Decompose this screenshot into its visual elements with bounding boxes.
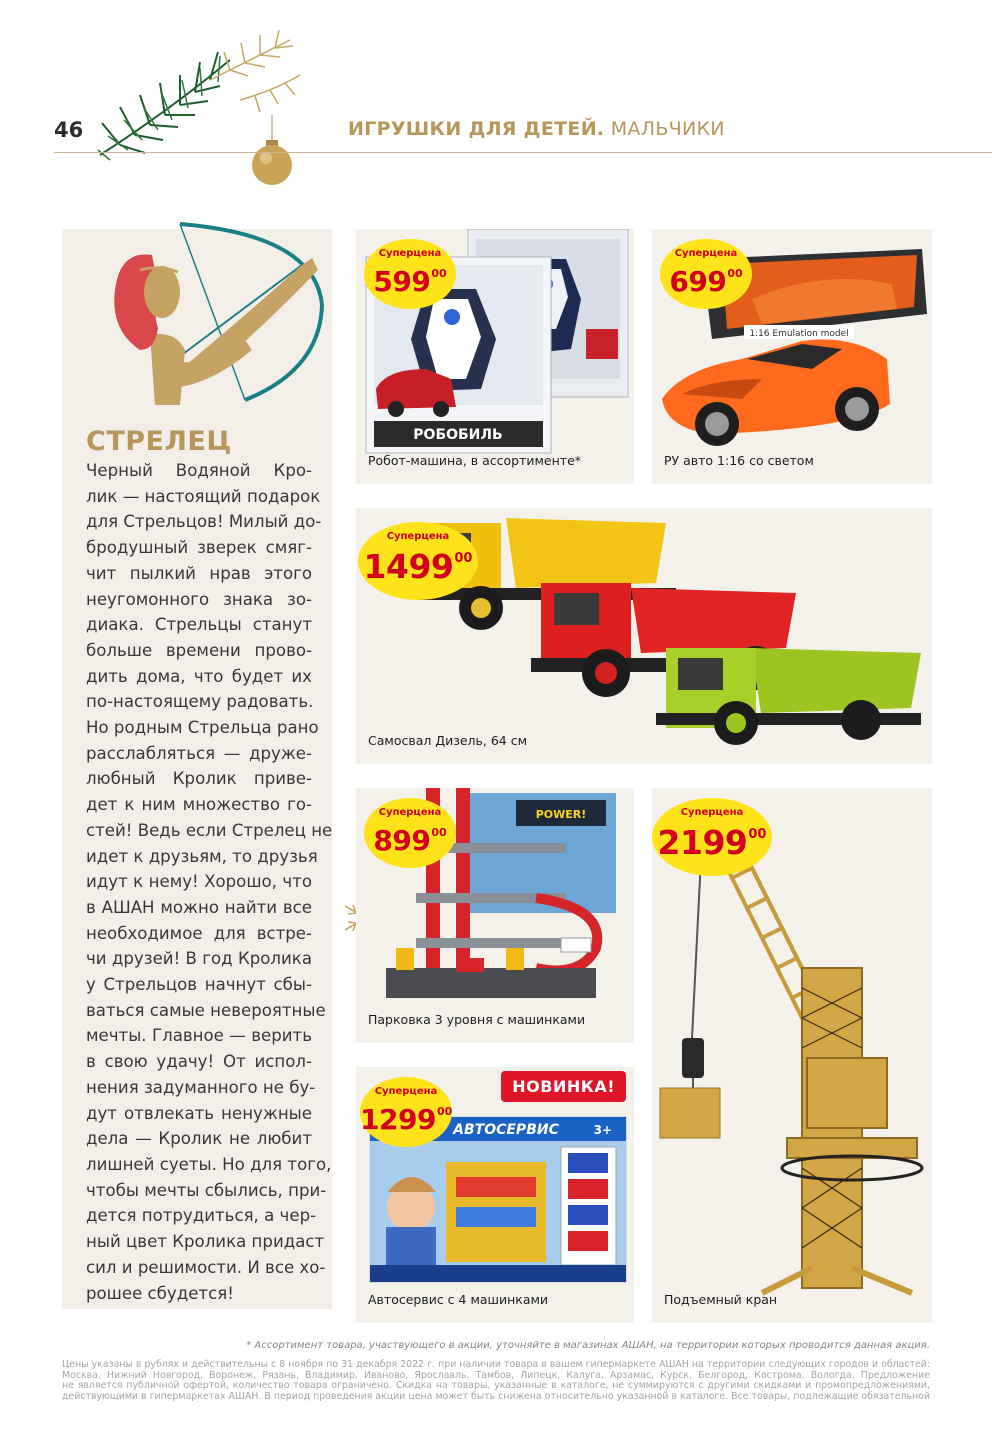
parking-box-text: POWER! — [535, 808, 587, 821]
horoscope-line: Черный Водяной Кро- — [86, 461, 312, 480]
price-rubles: 899 — [373, 824, 431, 857]
rc-box-text: 1:16 Emulation model — [749, 329, 849, 339]
page-number: 46 — [54, 118, 84, 142]
product-name: Подъемный кран — [664, 1292, 778, 1307]
price-value — [360, 1097, 452, 1135]
price-value — [652, 818, 772, 860]
product-name: РУ авто 1:16 со светом — [664, 453, 814, 468]
legal-line: действующими в гипермаркетах АШАН. В период проведения акции цена может быть снижена относительно указанной в каталоге. Все товары, подлежащие обязательной — [62, 1390, 930, 1402]
price-tag-label: Суперцена — [374, 1086, 438, 1097]
new-badge: НОВИНКА! — [501, 1071, 626, 1102]
horoscope-line: чит пылкий нрав этого — [86, 563, 312, 583]
horoscope-line: чтобы мечты сбылись, при- — [86, 1180, 327, 1200]
product-name: Парковка 3 уровня с машинками — [368, 1012, 586, 1027]
zodiac-horoscope-text — [86, 458, 333, 1306]
horoscope-line: дить дома, что будет их — [86, 666, 312, 686]
price-kopecks: 00 — [727, 267, 743, 280]
product-card-robot-car[interactable] — [356, 229, 634, 484]
price-tag-label: Суперцена — [378, 248, 442, 259]
horoscope-line: лишней суеты. Но для того, — [86, 1154, 332, 1174]
price-tag — [660, 239, 752, 309]
price-kopecks: 00 — [431, 267, 447, 280]
horoscope-line: ваться самые невероятные — [86, 1000, 326, 1020]
horoscope-line: сил и решимости. И все хо- — [86, 1257, 326, 1277]
legal-line: Цены указаны в рублях и действительны с 8 ноября по 31 декабря 2022 г. при наличии товара в вашем гипермаркете АШАН на территории следующих городов и областей: — [62, 1359, 930, 1370]
horoscope-line: диака. Стрельцы станут — [86, 615, 312, 635]
horoscope-line: неугомонного знака зо- — [86, 589, 312, 609]
price-tag — [364, 798, 456, 868]
product-card-dump-truck[interactable] — [356, 508, 932, 764]
section-title-regular: МАЛЬЧИКИ — [604, 118, 725, 140]
price-rubles: 1499 — [363, 547, 454, 586]
zodiac-title: СТРЕЛЕЦ — [86, 426, 232, 457]
sagittarius-archer-icon — [80, 210, 330, 420]
price-kopecks: 00 — [431, 826, 447, 839]
horoscope-line: рошее сбудется! — [86, 1283, 234, 1303]
horoscope-line: для Стрельцов! Милый до- — [86, 512, 322, 532]
horoscope-line: мечты. Главное — верить — [86, 1026, 312, 1046]
horoscope-line: лик — настоящий подарок — [86, 486, 321, 506]
horoscope-line: ный цвет Кролика придаст — [86, 1232, 325, 1252]
price-rubles: 2199 — [657, 823, 748, 862]
section-title — [348, 118, 725, 140]
header-divider — [54, 152, 992, 153]
price-value — [358, 542, 478, 584]
horoscope-line: чи друзей! В год Кролика — [86, 949, 312, 969]
robot-box-brand-text: РОБОБИЛЬ — [413, 427, 503, 443]
price-tag-label: Суперцена — [674, 248, 738, 259]
horoscope-line: нения задуманного не бу- — [86, 1077, 316, 1097]
horoscope-line: идет к друзьям, то друзья — [86, 846, 318, 866]
product-card-autoservice[interactable] — [356, 1067, 634, 1323]
horoscope-line: бродушный зверек смяг- — [86, 538, 312, 558]
product-name: Автосервис с 4 машинками — [368, 1292, 549, 1307]
legal-line: Москва, Нижний Новгород, Воронеж, Рязань, Владимир, Иваново, Ярославль, Тамбов, Липецк, Калуга, Арзамас, Курск, Белгород, Кострома, Вологда. Предложение — [62, 1369, 930, 1381]
horoscope-line: дет к ним множество го- — [86, 795, 312, 815]
price-rubles: 699 — [669, 265, 727, 298]
price-tag — [358, 522, 478, 600]
price-tag-label: Суперцена — [378, 807, 442, 818]
section-title-bold: ИГРУШКИ ДЛЯ ДЕТЕЙ. — [348, 118, 605, 140]
horoscope-line: расслабляться — друже- — [86, 743, 312, 763]
price-tag — [364, 239, 456, 309]
horoscope-line: по-настоящему радовать. — [86, 692, 314, 712]
price-kopecks: 00 — [454, 551, 473, 566]
price-kopecks: 00 — [436, 1105, 453, 1118]
autoservice-box-age: 3+ — [593, 1123, 612, 1137]
horoscope-line: идут к нему! Хорошо, что — [86, 872, 312, 892]
footnote: * Ассортимент товара, участвующего в акции, уточняйте в магазинах АШАН, на территории которых проводится данная акция. — [246, 1340, 930, 1351]
price-value — [364, 259, 456, 297]
autoservice-box-title: АВТОСЕРВИС — [453, 1122, 559, 1138]
legal-footer-text — [62, 1360, 930, 1402]
price-value — [364, 818, 456, 856]
horoscope-line: у Стрельцов начнут сбы- — [86, 975, 312, 995]
product-name: Самосвал Дизель, 64 см — [368, 733, 528, 748]
horoscope-line: больше времени прово- — [86, 640, 312, 660]
price-rubles: 599 — [373, 265, 431, 298]
horoscope-line: дела — Кролик не любит — [86, 1129, 312, 1149]
price-tag-label: Суперцена — [386, 531, 450, 542]
horoscope-line: в свою удачу! От испол- — [86, 1052, 312, 1072]
horoscope-line: в АШАН можно найти все — [86, 897, 312, 917]
product-name: Робот-машина, в ассортименте* — [368, 453, 582, 468]
product-card-rc-car[interactable] — [652, 229, 932, 484]
price-rubles: 1299 — [360, 1103, 436, 1136]
fir-branch-ornament-icon — [90, 20, 320, 195]
price-value — [660, 259, 752, 297]
horoscope-line: дут отвлекать ненужные — [86, 1103, 312, 1123]
price-tag-label: Суперцена — [680, 807, 744, 818]
price-kopecks: 00 — [748, 827, 767, 842]
price-tag — [652, 798, 772, 876]
legal-line: не является публичной офертой, количество товара ограничено. Скидка на товары, указанные в каталоге, не суммируются с другими скидками и промопредложениями, — [62, 1380, 930, 1392]
horoscope-line: необходимое для встре- — [86, 923, 312, 943]
price-tag — [360, 1077, 452, 1147]
product-card-crane[interactable] — [652, 788, 932, 1323]
horoscope-line: Но родным Стрельца рано — [86, 718, 319, 738]
horoscope-line: любный Кролик приве- — [86, 769, 312, 789]
horoscope-line: стей! Ведь если Стрелец не — [86, 820, 333, 840]
horoscope-line: дется потрудиться, а чер- — [86, 1206, 317, 1226]
product-card-parking[interactable] — [356, 788, 634, 1043]
